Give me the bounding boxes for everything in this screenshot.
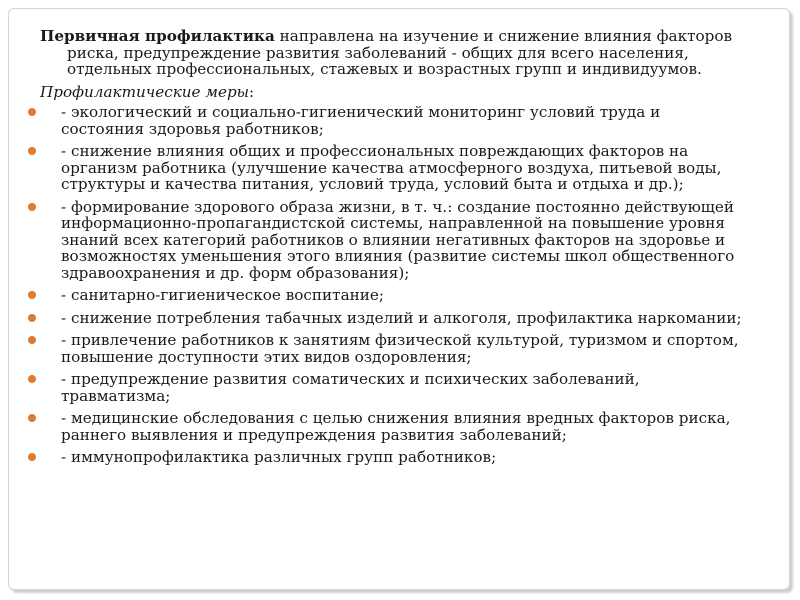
bullet-icon <box>28 147 36 155</box>
list-item-text: - снижение влияния общих и профессиональных повреждающих факторов на организм работника (улучшение качества атмосферного воздуха, питьевой воды, структуры и качества питания, условий труда, условий быта и отдыха и др.); <box>61 142 722 193</box>
list-item <box>28 332 748 365</box>
list-item <box>28 199 748 282</box>
intro-term: Первичная профилактика <box>40 27 275 45</box>
bullet-icon <box>28 291 36 299</box>
list-item <box>28 410 748 443</box>
bullet-icon <box>28 375 36 383</box>
measures-title-colon: : <box>249 82 255 101</box>
measures-list <box>28 104 748 466</box>
list-item <box>28 287 748 304</box>
list-item-text: - иммунопрофилактика различных групп работников; <box>61 448 497 466</box>
bullet-icon <box>28 314 36 322</box>
list-item-text: - экологический и социально-гигиенический мониторинг условий труда и состояния здоровья работников; <box>61 103 661 138</box>
list-item-text: - санитарно-гигиеническое воспитание; <box>61 286 384 304</box>
list-item <box>28 371 748 404</box>
list-item <box>28 104 748 137</box>
list-item <box>28 449 748 466</box>
list-item-text: - предупреждение развития соматических и психических заболеваний, травматизма; <box>61 370 640 405</box>
list-item-text: - привлечение работников к занятиям физической культурой, туризмом и спортом, повышение доступности этих видов оздоровления; <box>61 331 739 366</box>
intro-text: направлена на изучение и снижение влияния факторов риска, предупреждение развития заболеваний - общих для всего населения, отдельных профессиональных, стажевых и возрастных групп и индивидуумов. <box>67 27 733 78</box>
list-item-text: - формирование здорового образа жизни, в т. ч.: создание постоянно действующей информационно-пропагандистской системы, направленной на повышение уровня знаний всех категорий работников о влиянии негативных факторов на здоровье и возможностях уменьшения этого влияния (развитие системы школ общественного здравоохранения и др. форм образования); <box>61 197 735 282</box>
bullet-icon <box>28 414 36 422</box>
measures-title-text: Профилактические меры <box>40 82 250 101</box>
bullet-icon <box>28 336 36 344</box>
list-item <box>28 310 748 327</box>
bullet-icon <box>28 203 36 211</box>
intro-paragraph <box>40 28 748 78</box>
bullet-icon <box>28 453 36 461</box>
list-item-text: - медицинские обследования с целью снижения влияния вредных факторов риска, раннего выявления и предупреждения развития заболеваний; <box>61 409 731 444</box>
list-item-text: - снижение потребления табачных изделий и алкоголя, профилактика наркомании; <box>61 308 742 327</box>
measures-title <box>40 84 748 101</box>
list-item <box>28 143 748 193</box>
slide-content <box>28 28 748 472</box>
bullet-icon <box>28 108 36 116</box>
